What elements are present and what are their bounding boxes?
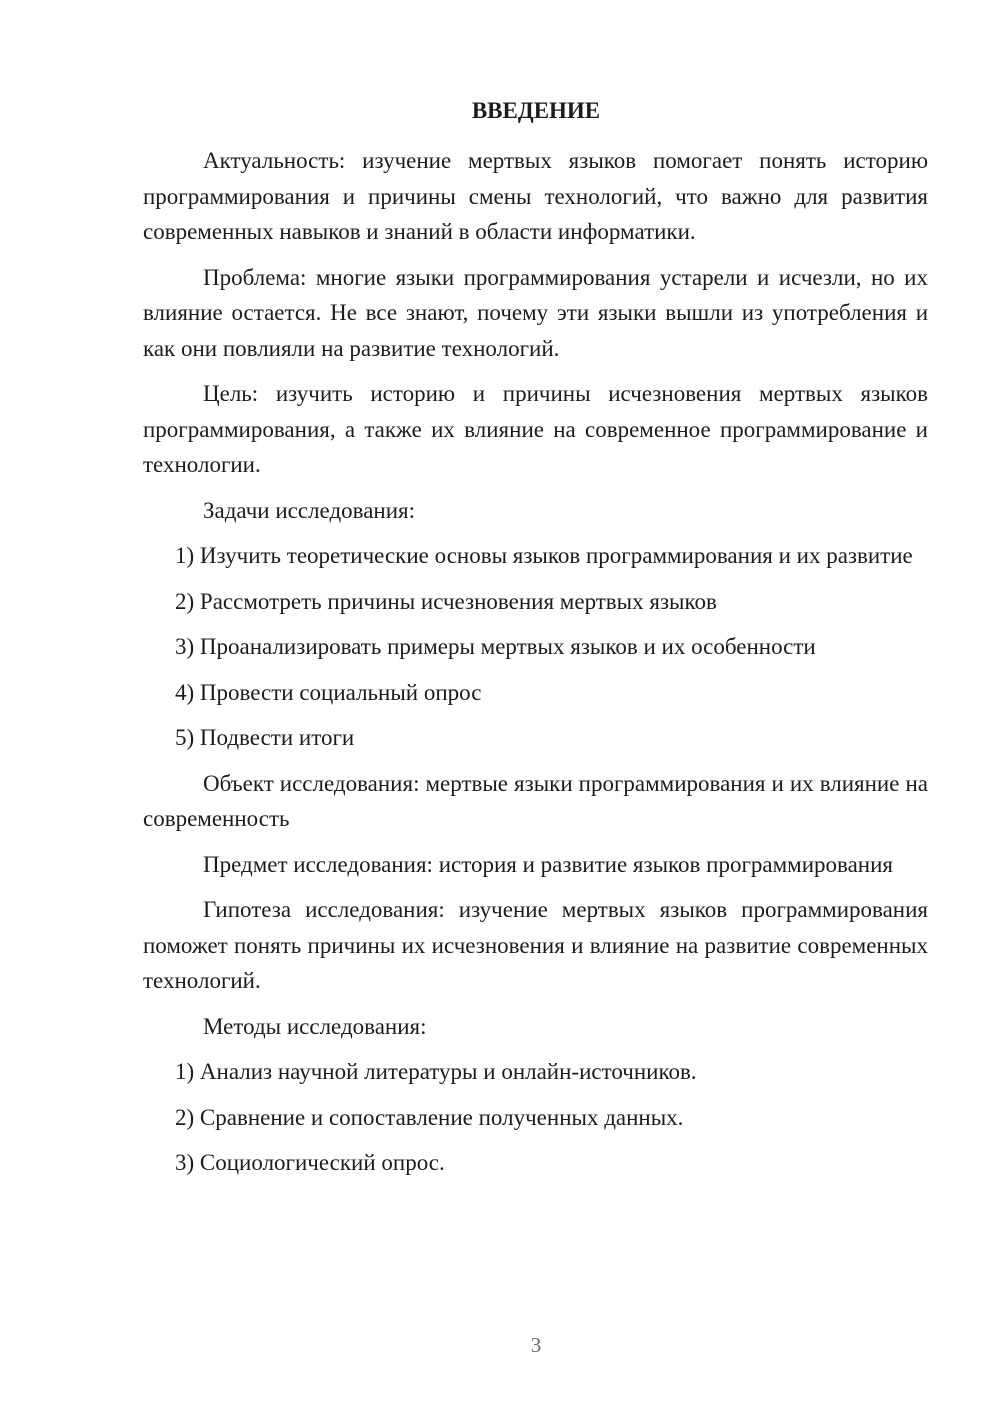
subject-paragraph: Предмет исследования: история и развитие языков программирования bbox=[203, 851, 893, 877]
page-title: ВВЕДЕНИЕ bbox=[471, 98, 601, 123]
tasks-heading: Задачи исследования: bbox=[203, 497, 416, 523]
task-item: 5) Подвести итоги bbox=[175, 725, 355, 750]
methods-heading: Методы исследования: bbox=[203, 1013, 427, 1039]
method-item: 3) Социологический опрос. bbox=[175, 1150, 445, 1175]
method-item: 2) Сравнение и сопоставление полученных данных. bbox=[175, 1104, 684, 1130]
hypothesis-paragraph: Гипотеза исследования: изучение мертвых языков программирования поможет понять причины их исчезновения и влияние на развитие современных технологий. bbox=[143, 897, 928, 993]
object-paragraph: Объект исследования: мертвые языки программирования и их влияние на современность bbox=[143, 770, 928, 831]
method-item: 1) Анализ научной литературы и онлайн-источников. bbox=[175, 1059, 697, 1084]
task-item: 1) Изучить теоретические основы языков программирования и их развитие bbox=[175, 543, 913, 568]
task-item: 3) Проанализировать примеры мертвых языков и их особенности bbox=[175, 634, 816, 659]
problem-paragraph: Проблема: многие языки программирования устарели и исчезли, но их влияние остается. Не все знают, почему эти языки вышли из употребления и как они повлияли на развитие технологий. bbox=[143, 264, 928, 361]
task-item: 2) Рассмотреть причины исчезновения мертвых языков bbox=[175, 588, 717, 614]
page-number: 3 bbox=[530, 1333, 542, 1357]
document-body bbox=[143, 143, 928, 1191]
relevance-paragraph: Актуальность: изучение мертвых языков помогает понять историю программирования и причины смены технологий, что важно для развития современных навыков и знаний в области информатики. bbox=[143, 148, 928, 244]
goal-paragraph: Цель: изучить историю и причины исчезновения мертвых языков программирования, а также их влияние на современное программирование и технологии. bbox=[143, 381, 928, 477]
task-item: 4) Провести социальный опрос bbox=[175, 679, 482, 705]
